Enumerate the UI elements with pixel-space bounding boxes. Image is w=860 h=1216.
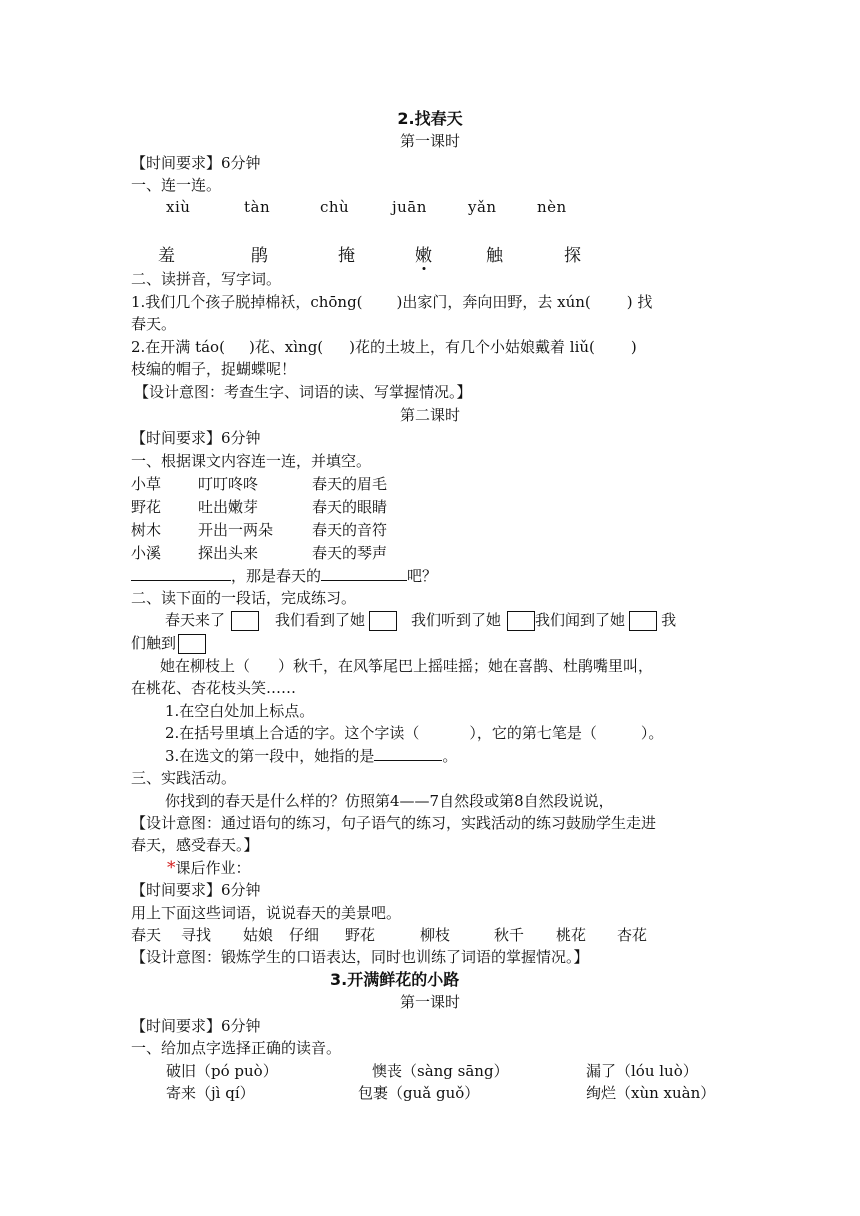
sentence-line: 枝编的帽子，捉蝴蝶呢！ xyxy=(131,360,297,378)
practice-text: 你找到的春天是什么样的？仿照第4——7自然段或第8自然段说说， xyxy=(165,792,614,810)
match-item: 野花 xyxy=(131,498,162,516)
reading-choice: 懊丧（sàng sāng） xyxy=(372,1062,509,1080)
exercise-item: 1.在空白处加上标点。 xyxy=(165,702,315,720)
match-item: 春天的音符 xyxy=(312,521,388,539)
question-heading: 一、给加点字选择正确的读音。 xyxy=(131,1039,342,1057)
word-item: 寻找 xyxy=(181,926,212,944)
homework-heading: *课后作业： xyxy=(167,858,251,878)
question-heading: 一、根据课文内容连一连，并填空。 xyxy=(131,452,372,470)
passage-line: 春天来了 我们看到了她 我们听到了她 我们闻到了她 我 xyxy=(165,611,677,629)
design-intent: 【设计意图：考查生字、词语的读、写掌握情况。】 xyxy=(134,383,472,401)
word-item: 野花 xyxy=(345,926,376,944)
sentence-line: 1.我们几个孩子脱掉棉袄，chōng( )出家门，奔向田野，去 xún( ) 找 xyxy=(131,293,653,311)
lesson-title: 2.找春天 xyxy=(397,109,463,128)
punctuation-box[interactable] xyxy=(507,611,535,631)
answer-blank[interactable] xyxy=(374,745,442,761)
design-intent: 【设计意图：锻炼学生的口语表达，同时也训练了词语的掌握情况。】 xyxy=(131,948,589,966)
fill-line: ，那是春天的 吧？ xyxy=(131,565,437,587)
match-item: 叮叮咚咚 xyxy=(198,475,259,493)
passage-line: 在桃花、杏花枝头笑…… xyxy=(131,679,297,697)
pinyin-item: chù xyxy=(320,198,350,216)
match-item: 小草 xyxy=(131,475,162,493)
homework-task: 用上下面这些词语，说说春天的美景吧。 xyxy=(131,904,402,922)
question-heading: 三、实践活动。 xyxy=(131,769,237,787)
match-item: 开出一两朵 xyxy=(198,521,274,539)
period-heading: 第一课时 xyxy=(399,132,460,150)
answer-blank[interactable] xyxy=(131,565,231,581)
match-item: 树木 xyxy=(131,521,162,539)
match-item: 春天的眼睛 xyxy=(312,498,388,516)
punctuation-box[interactable] xyxy=(231,611,259,631)
character-item: 鹃 xyxy=(251,246,268,266)
reading-choice: 寄来（jì qí） xyxy=(166,1084,255,1102)
sentence-line: 2.在开满 táo( )花、xìng( )花的土坡上，有几个小姑娘戴着 liǔ( ) xyxy=(131,338,637,356)
character-item: 探 xyxy=(564,246,581,266)
character-item: 羞 xyxy=(158,246,175,266)
exercise-item: 3.在选文的第一段中，她指的是 。 xyxy=(165,747,458,765)
word-item: 仔细 xyxy=(289,926,320,944)
character-item: 嫩 xyxy=(415,241,432,266)
punctuation-box[interactable] xyxy=(369,611,397,631)
pinyin-item: juān xyxy=(392,198,427,216)
reading-choice: 包裹（guǎ guǒ） xyxy=(358,1084,480,1102)
word-item: 姑娘 xyxy=(243,926,274,944)
lesson-title: 3.开满鲜花的小路 xyxy=(330,970,460,989)
question-heading: 二、读拼音，写字词。 xyxy=(131,270,282,288)
question-heading: 二、读下面的一段话，完成练习。 xyxy=(131,589,357,607)
word-item: 杏花 xyxy=(617,926,648,944)
passage-line: 她在柳枝上（ ）秋千，在风筝尾巴上摇哇摇；她在喜鹊、杜鹃嘴里叫， xyxy=(160,657,654,675)
match-item: 吐出嫩芽 xyxy=(198,498,259,516)
star-icon: * xyxy=(167,858,176,878)
character-item: 掩 xyxy=(338,246,355,266)
reading-choice: 绚烂（xùn xuàn） xyxy=(586,1084,716,1102)
period-heading: 第二课时 xyxy=(399,406,460,424)
word-item: 柳枝 xyxy=(420,926,451,944)
design-intent: 春天，感受春天。】 xyxy=(131,836,259,854)
word-item: 秋千 xyxy=(494,926,525,944)
reading-choice: 破旧（pó può） xyxy=(166,1062,278,1080)
reading-choice: 漏了（lóu luò） xyxy=(586,1062,698,1080)
time-requirement: 【时间要求】6分钟 xyxy=(131,429,261,447)
match-item: 小溪 xyxy=(131,544,162,562)
design-intent: 【设计意图：通过语句的练习，句子语气的练习，实践活动的练习鼓励学生走进 xyxy=(131,814,657,832)
word-item: 春天 xyxy=(131,926,162,944)
word-item: 桃花 xyxy=(556,926,587,944)
match-item: 春天的琴声 xyxy=(312,544,388,562)
answer-blank[interactable] xyxy=(321,565,407,581)
time-requirement: 【时间要求】6分钟 xyxy=(131,1017,261,1035)
exercise-item: 2.在括号里填上合适的字。这个字读（ ），它的第七笔是（ ）。 xyxy=(165,724,664,742)
time-requirement: 【时间要求】6分钟 xyxy=(131,881,261,899)
pinyin-item: xiù xyxy=(166,198,191,216)
punctuation-box[interactable] xyxy=(178,634,206,654)
punctuation-box[interactable] xyxy=(629,611,657,631)
pinyin-item: tàn xyxy=(244,198,271,216)
character-item: 触 xyxy=(486,246,503,266)
time-requirement: 【时间要求】6分钟 xyxy=(131,154,261,172)
match-item: 春天的眉毛 xyxy=(312,475,388,493)
passage-line: 们触到 xyxy=(131,632,210,654)
sentence-line: 春天。 xyxy=(131,315,177,333)
match-item: 探出头来 xyxy=(198,544,259,562)
pinyin-item: nèn xyxy=(537,198,567,216)
period-heading: 第一课时 xyxy=(399,993,460,1011)
question-heading: 一、连一连。 xyxy=(131,176,222,194)
pinyin-item: yǎn xyxy=(468,198,497,216)
